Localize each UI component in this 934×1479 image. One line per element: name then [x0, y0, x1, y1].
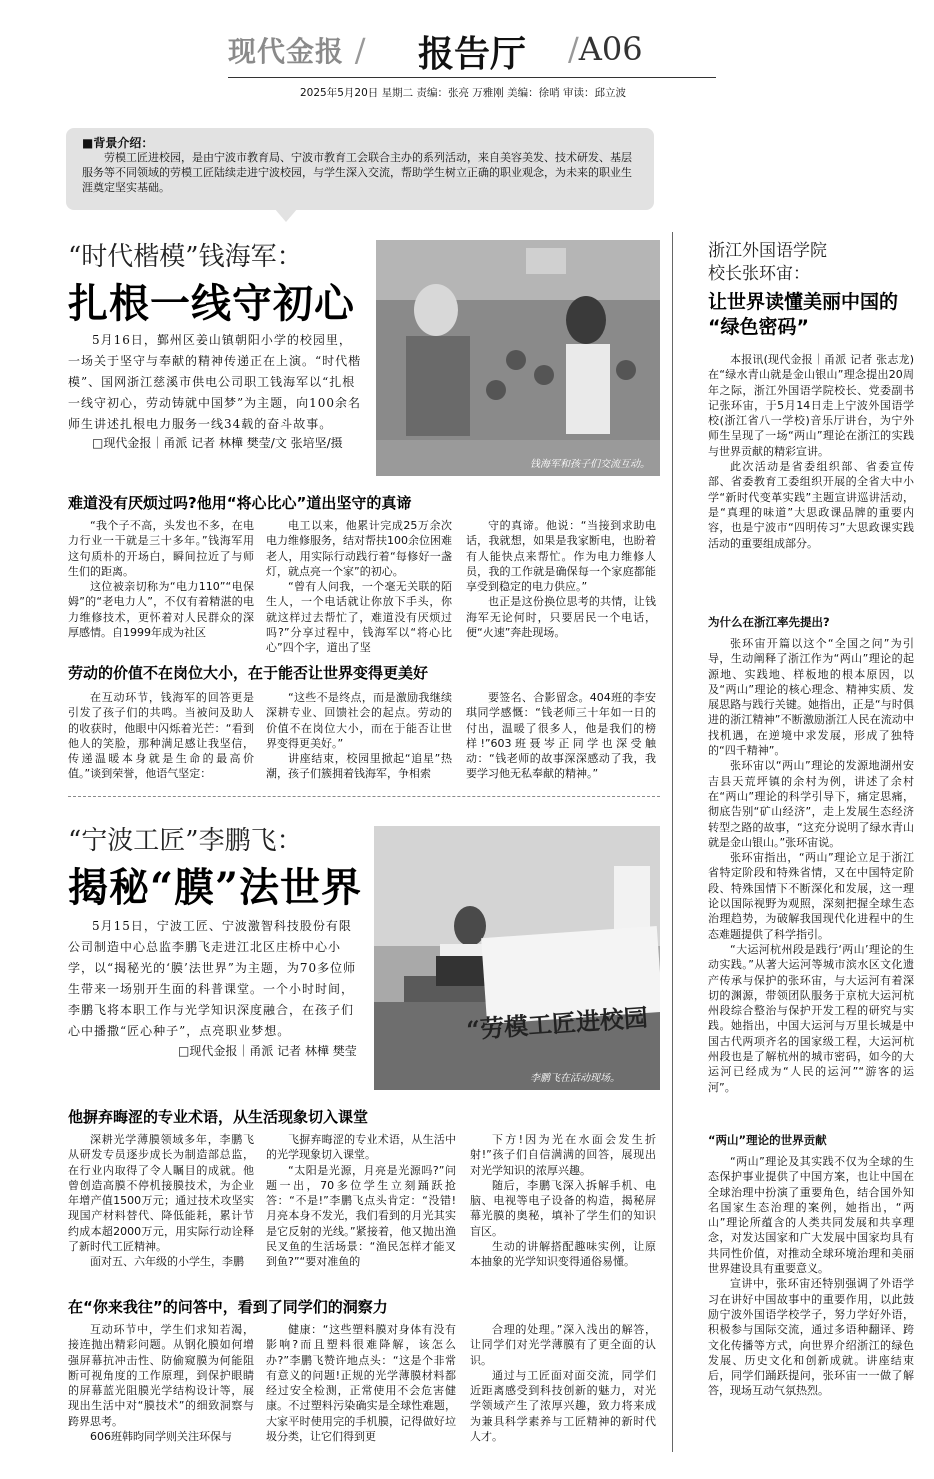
article1-headline: 扎根一线守初心	[68, 280, 355, 327]
article1-photo-caption: 钱海军和孩子们交流互动。	[530, 459, 650, 470]
right-subhead-1: 为什么在浙江率先提出?	[708, 615, 830, 629]
paragraph: “这些不是终点，而是激励我继续深耕专业、回馈社会的起点。劳动的价值不在岗位大小，而在于能否让世界变得更美好。”	[266, 691, 452, 750]
article2-s1-col3	[470, 1132, 656, 1270]
article1-byline: □现代金报｜甬派 记者 林樺 樊莹/文 张培坚/摄	[92, 436, 343, 450]
masthead-rule	[228, 77, 716, 78]
article1-photo	[376, 240, 660, 476]
article2-s2-col3	[470, 1322, 656, 1444]
paragraph: 张环宙指出，“两山”理论立足于浙江省特定阶段和特殊省情，又在中国特定阶段、特殊国情下不断深化和发展，这一理论以国际视野为观照，深刻把握全球生态治理趋势，为破解我国现代化进程中的生态难题提供了科学指引。	[708, 851, 914, 941]
paragraph: 深耕光学薄膜领域多年，李鹏飞从研发专员逐步成长为制造部总监，在行业内取得了令人瞩目的成就。他曾创造高膜不停机接膜技术，为企业年增产值1500万元；通过技术攻坚实现国产材料替代、降低能耗，累计节约成本超2000万元，用实际行动诠释了新时代工匠精神。	[68, 1133, 254, 1254]
paragraph: 守的真谛。他说：“当接到求助电话，我就想，如果是我家断电，也盼着有人能快点来帮忙。作为电力维修人员，我的工作就是确保每一个家庭都能享受到稳定的电力供应。”	[466, 519, 656, 594]
article2-s2-col2: 健康：“这些塑料膜对身体有没有影响?而且塑料很难降解，该怎么办?”李鹏飞赞许地点头：“这是个非常有意义的问题!正规的光学薄膜材料都经过安全检测，正常使用不会危害健康。不过塑料污染确实是全球性难题，大家平时使用完的手机膜，记得做好垃圾分类，让它们得到更	[266, 1323, 456, 1444]
right-lead	[708, 352, 914, 551]
article2-subhead-1: 他摒弃晦涩的专业术语，从生活现象切入课堂	[68, 1108, 369, 1126]
paragraph: 互动环节中，学生们求知若渴，接连抛出精彩问题。从钢化膜如何增强屏幕抗冲击性、防偷窥膜为何能阻断可视角度的工作原理，到保护眼睛的屏幕蓝光阻膜光学结构设计等，展现出生活中对“膜技术”的细致洞察与跨界思考。	[68, 1323, 254, 1428]
paragraph: 张环宙以“两山”理论的发源地湖州安吉县天荒坪镇的余村为例，讲述了余村在“两山”理论的科学引导下，痛定思痛，彻底告别“矿山经济”，走上发展生态经济转型之路的故事，“这充分说明了绿水青山就是金山银山。”张环宙说。	[708, 759, 914, 849]
paragraph: “两山”理论及其实践不仅为全球的生态保护事业提供了中国方案，也让中国在全球治理中扮演了重要角色，结合国外知名国家生态治理的案例，她指出，“两山”理论所蕴含的人类共同发展和共享理念，对发达国家和广大发展中国家均具有共同性价值，对推动全球环境治理和美丽世界建设具有重要意义。	[708, 1155, 914, 1276]
photo-classroom-scene	[376, 240, 660, 476]
article1-s1-col3	[466, 518, 656, 640]
paragraph: 飞摒弃晦涩的专业术语，从生活中的光学现象切入课堂。	[266, 1133, 456, 1162]
paragraph: 本报讯(现代金报｜甬派 记者 张志龙)在“绿水青山就是金山银山”理念提出20周年之际，浙江外国语学院校长、党委副书记张环宙，于5月14日走上宁波外国语学校(浙江省八一学校)音乐厅讲台，为宁外师生呈现了一场“两山”理论在浙江的实践与世界贡献的精彩宣讲。	[708, 353, 914, 458]
paragraph: 讲座结束，校园里掀起“追星”热潮，孩子们簇拥着钱海军，争相索	[266, 752, 452, 781]
article1-s2-col1: 在互动环节，钱海军的回答更是引发了孩子们的共鸣。当被问及助人的收获时，他眼中闪烁着光芒：“看到他人的笑脸，那种满足感让我坚信，传递温暖本身就是生命的最高价值。”谈到荣誉，他语气坚定：	[68, 691, 254, 781]
article2-kicker: “宁波工匠”李鹏飞：	[68, 826, 303, 856]
right-title: 浙江外国语学院 校长张环宙：	[708, 241, 827, 284]
paragraph: 随后，李鹏飞深入拆解手机、电脑、电视等电子设备的构造，揭秘屏幕光膜的奥秘，填补了学生们的知识盲区。	[470, 1178, 656, 1238]
paragraph: 606班韩昀同学则关注环保与	[90, 1430, 232, 1444]
section-title: 报告厅	[418, 33, 527, 75]
issue-meta: 2025年5月20日 星期二 责编：张亮 万雅刚 美编：徐哨 审读：邱立波	[300, 87, 626, 99]
photo-lecture-scene	[374, 826, 660, 1090]
column-divider	[672, 232, 673, 1452]
article2-lede: 5月15日，宁波工匠、宁波激智科技股份有限公司制造中心总监李鹏飞走进江北区庄桥中心小学，以“揭秘光的‘膜’法世界”为主题，为70多位师生带来一场别开生面的科普课堂。一个小时时间，李鹏飞将本职工作与光学知识深度融合，在孩子们心中播撒“匠心种子”，点亮职业梦想。	[68, 919, 357, 1038]
background-box-tail	[274, 208, 298, 222]
paragraph: “大运河杭州段是践行‘两山’理论的生动实践。”从著大运河等城市滨水区文化遗产传承与保护的张环宙，与大运河有着深切的渊源，带领团队服务于京杭大运河杭州段综合整治与保护开发工程的研究与实践。她指出，中国大运河与万里长城是中国古代两项齐名的国家级工程，大运河杭州段也是了解杭州的城市密码，如今的大运河已经成为“人民的运河”“游客的运河”。	[708, 942, 914, 1094]
article1-s2-col2	[266, 690, 452, 782]
right-subhead-2: “两山”理论的世界贡献	[708, 1133, 827, 1147]
paragraph: “太阳是光源，月亮是光源吗?”问题一出，70多位学生立刻踊跃抢答：“不是!”李鹏飞点头肯定：“没错!月亮本身不发光，我们看到的月光其实是它反射的光线。”紧接着，他又抛出渔民叉鱼的生活场景：“渔民怎样才能叉到鱼?”“要对准鱼的	[266, 1163, 456, 1269]
article2-subhead-2: 在“你来我往”的问答中，看到了同学们的洞察力	[68, 1298, 388, 1316]
paragraph: “我个子不高，头发也不多，在电力行业一干就是三十多年。”钱海军用这句质朴的开场白，瞬间拉近了与师生们的距离。	[68, 519, 254, 578]
right-body-1	[708, 636, 914, 1095]
article2-photo	[374, 826, 660, 1090]
article2-photo-caption: 李鹏飞在活动现场。	[530, 1073, 620, 1084]
paragraph: 通过与工匠面对面交流，同学们近距离感受到科技创新的魅力，对光学领域产生了浓厚兴趣，致力将来成为兼具科学素养与工匠精神的新时代人才。	[470, 1368, 656, 1444]
paragraph: 合理的处理。”深入浅出的解答，让同学们对光学薄膜有了更全面的认识。	[470, 1323, 656, 1367]
article1-lede: 5月16日，鄞州区姜山镇朝阳小学的校园里，一场关于坚守与奉献的精神传递正在上演。“时代楷模”、国网浙江慈溪市供电公司职工钱海军以“扎根一线守初心，劳动铸就中国梦”为主题，向100余名师生讲述扎根电力服务一线34载的奋斗故事。	[68, 333, 362, 431]
article1-kicker: “时代楷模”钱海军：	[68, 242, 303, 272]
paragraph: “曾有人问我，一个毫无关联的陌生人，一个电话就让你放下手头，你就这样过去帮忙了，难道没有厌烦过吗?”分享过程中，钱海军以“将心比心”四个字，道出了坚	[266, 580, 452, 655]
paragraph: 下方!因为光在水面会发生折射!”孩子们自信满满的回答，展现出对光学知识的浓厚兴趣。	[470, 1133, 656, 1177]
banner-text: “劳模工匠进校园	[465, 1002, 649, 1045]
article1-subhead-1: 难道没有厌烦过吗?他用“将心比心”道出坚守的真谛	[68, 494, 412, 512]
paragraph: 张环宙开篇以这个“全国之问”为引导，生动阐释了浙江作为“两山”理论的起源地、实践地、样板地的根本原因，以及“两山”理论的核心理念、精神实质、发展思路与践行关键。她指出，正是“与时俱进的浙江精神”不断激励浙江人民在流动中找机遇，在逆境中求发展，形成了独特的“四千精神”。	[708, 637, 914, 758]
paragraph: 此次活动是省委组织部、省委宣传部、省委教育工委组织开展的全省大中小学“新时代变革实践”主题宣讲巡讲活动，是“真理的味道”大思政课品牌的重要内容，也是宁波市“四明传习”大思政课实践活动的重要组成部分。	[708, 460, 914, 550]
paragraph: 也正是这份换位思考的共情，让钱海军无论何时，只要居民一个电话，便“火速”奔赴现场。	[466, 595, 656, 640]
paragraph: 生动的讲解搭配趣味实例，让原本抽象的光学知识变得通俗易懂。	[470, 1240, 656, 1269]
article2-s1-col2	[266, 1132, 456, 1270]
background-text: 劳模工匠进校园，是由宁波市教育局、宁波市教育工会联合主办的系列活动，来自美容美发、技术研发、基层服务等不同领域的劳模工匠陆续走进宁波校园，与学生深入交流，帮助学生树立正确的职业观念，为未来的职业生涯奠定坚实基础。	[82, 151, 632, 194]
paragraph: 面对五、六年级的小学生，李鹏	[90, 1255, 244, 1269]
paragraph: 电工以来，他累计完成25万余次电力维修服务，结对帮扶100余位困难老人，用实际行动践行着“每修好一盏灯，就点亮一个家”的初心。	[266, 519, 452, 578]
right-body-2	[708, 1154, 914, 1399]
right-headline: 让世界读懂美丽中国的 “绿色密码”	[708, 291, 899, 338]
paper-name: 现代金报 /	[228, 31, 367, 69]
background-label: ■背景介绍：	[82, 136, 154, 150]
article2-s1-col1	[68, 1132, 254, 1270]
article1-s1-col1	[68, 518, 254, 640]
article1-s2-col3: 要签名、合影留念。404班的李安琪同学感慨：“钱老师三十年如一日的付出，温暖了很多人，他是我们的榜样!”603班聂岑正同学也深受触动：“钱老师的故事深深感动了我，我要学习他无私奉献的精神。”	[466, 691, 656, 781]
paragraph: 宣讲中，张环宙还特别强调了外语学习在讲好中国故事中的重要作用，以此鼓励宁波外国语学校学子，努力学好外语，积极参与国际交流，通过多语种翻译、跨文化传播等方式，向世界介绍浙江的绿色发展、历史文化和创新成就。讲座结束后，同学们踊跃提问，张环宙一一做了解答，现场互动气氛热烈。	[708, 1277, 914, 1398]
article1-subhead-2: 劳动的价值不在岗位大小，在于能否让世界变得更美好	[68, 664, 429, 682]
article2-s2-col1	[68, 1322, 254, 1444]
paragraph: 这位被亲切称为“电力110”“电保姆”的“老电力人”，不仅有着精湛的电力维修技术，更怀着对人民群众的深厚感情。自1999年成为社区	[68, 580, 254, 640]
page-number: /A06	[568, 30, 643, 68]
article2-byline: □现代金报｜甬派 记者 林樺 樊莹	[178, 1044, 357, 1058]
article2-headline: 揭秘“膜”法世界	[68, 864, 363, 911]
article-divider	[68, 796, 660, 797]
article1-s1-col2	[266, 518, 452, 656]
